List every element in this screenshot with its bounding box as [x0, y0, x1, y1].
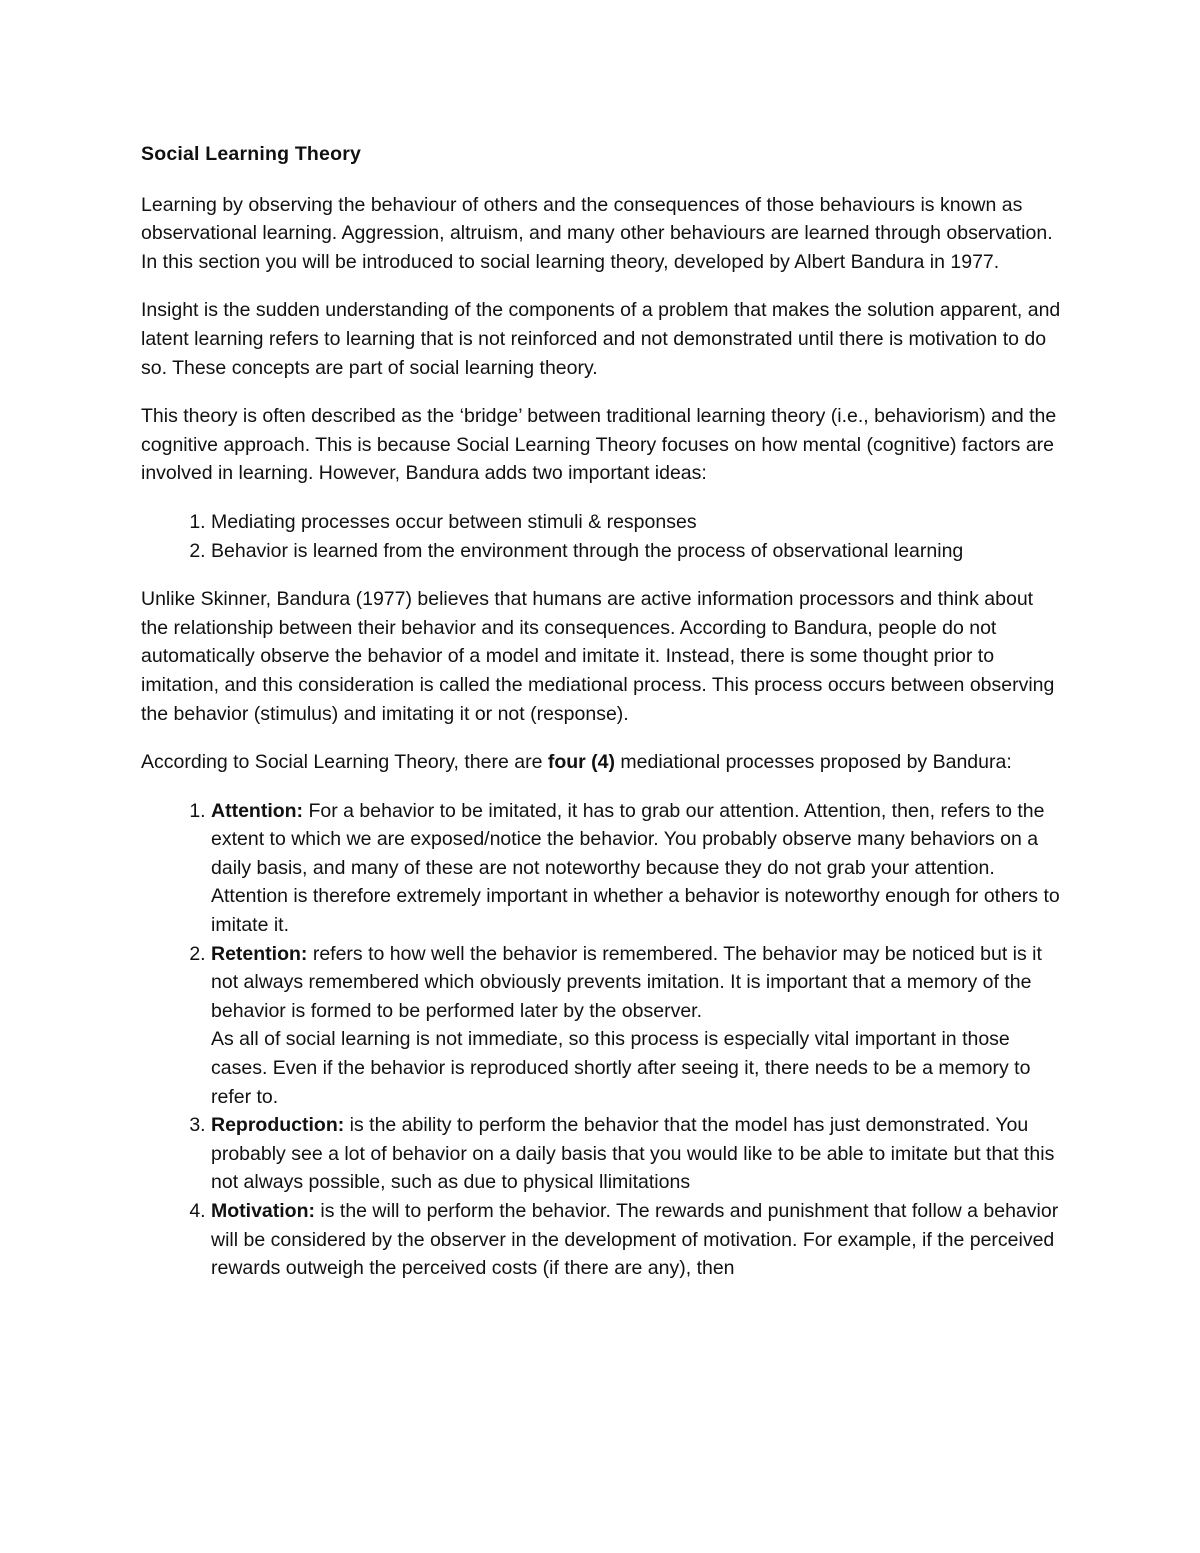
process-term: Reproduction: — [211, 1114, 345, 1137]
process-term: Attention: — [211, 799, 304, 822]
list-item: 2. Behavior is learned from the environment through the process of observational learning — [211, 537, 1061, 566]
process-term: Motivation: — [211, 1200, 315, 1222]
intro-text-after: mediational processes proposed by Bandura: — [615, 751, 1012, 774]
process-text: For a behavior to be imitated, it has to grab our attention. Attention, then, refers to the extent to which we are exposed/notice the behavior. You probably observe many behaviors on a daily basis, and many of these are not noteworthy because they do not grab your attention. Attention is therefore extremely important in whether a behavior is noteworthy enough for others to imitate it. — [211, 799, 1060, 937]
paragraph-observational-learning: Learning by observing the behaviour of others and the consequences of those behaviours is known as observational learning. Aggression, altruism, and many other behaviours are learned through observation. In this section you will be introduced to social learning theory, developed by Albert Bandura in 1977. — [141, 193, 1053, 273]
process-item-reproduction — [211, 1111, 1061, 1197]
process-item-motivation — [211, 1197, 1061, 1283]
document-body — [141, 140, 1061, 1303]
process-text: refers to how well the behavior is remembered. The behavior may be noticed but is it not always remembered which obviously prevents imitation. It is important that a memory of the behavior is formed to be performed later by the observer. — [211, 942, 1042, 1022]
processes-list — [141, 797, 1061, 1283]
paragraph-four-processes — [141, 748, 1061, 777]
paragraph-bridge: This theory is often described as the ‘bridge’ between traditional learning theory (i.e., behaviorism) and the cognitive approach. This is because Social Learning Theory focuses on how mental (cognitive) factors are involved in learning. However, Bandura adds two important ideas: — [141, 405, 1057, 485]
paragraph-insight: Insight is the sudden understanding of the components of a problem that makes the solution apparent, and latent learning refers to learning that is not reinforced and not demonstrated until there is motivation to do so. These concepts are part of social learning theory. — [141, 299, 1061, 379]
intro-text-bold: four (4) — [547, 751, 615, 774]
process-term: Retention: — [211, 942, 308, 965]
paragraph-skinner: Unlike Skinner, Bandura (1977) believes that humans are active information processors and think about the relationship between their behavior and its consequences. According to Bandura, people do not automatically observe the behavior of a model and imitate it. Instead, there is some thought prior to imitation, and this consideration is called the mediational process. This process occurs between observing the behavior (stimulus) and imitating it or not (response). — [141, 588, 1055, 725]
document-title: Social Learning Theory — [141, 143, 362, 165]
process-item-retention — [211, 940, 1061, 1112]
process-text-continued: As all of social learning is not immediate, so this process is especially vital important in those cases. Even if the behavior is reproduced shortly after seeing it, there needs to be a memory to refer to. — [211, 1028, 1031, 1108]
process-text: is the will to perform the behavior. The rewards and punishment that follow a behavior will be considered by the observer in the development of motivation. For example, if the perceived rewards outweigh the perceived costs (if there are any), then — [211, 1200, 1059, 1280]
process-item-attention — [211, 797, 1061, 940]
intro-text-before: According to Social Learning Theory, there are — [141, 751, 548, 774]
ideas-list — [141, 508, 1061, 565]
list-item: 1. Mediating processes occur between stimuli & responses — [211, 508, 1061, 537]
process-text: is the ability to perform the behavior that the model has just demonstrated. You probably see a lot of behavior on a daily basis that you would like to be able to imitate but that this not always possible, such as due to physical llimitations — [211, 1114, 1055, 1194]
